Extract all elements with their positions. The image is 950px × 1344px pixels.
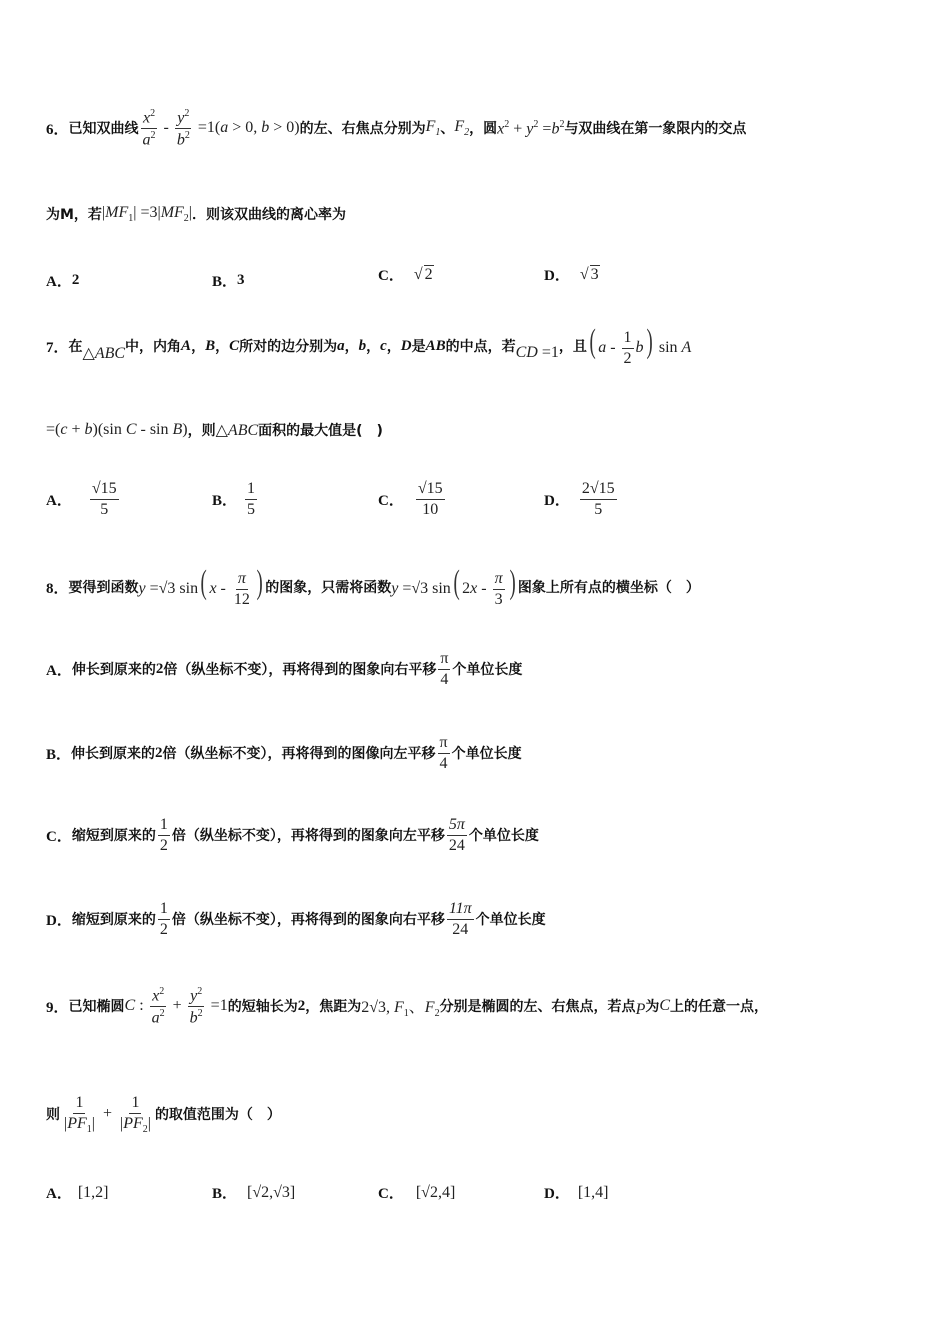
q7-line-2: =(c + b)(sin C - sin B) ，则 △ABC 面积的最大值是( ) bbox=[46, 421, 383, 439]
q9-option-d[interactable]: D． [1,4] bbox=[544, 1183, 609, 1202]
q7-option-a[interactable]: A． $\frac{√15}{5}$ bbox=[46, 480, 117, 518]
q7-option-b[interactable]: B． $\frac{1}{5}$ bbox=[212, 480, 256, 518]
q9-option-a[interactable]: A． [1,2] bbox=[46, 1183, 109, 1202]
q8-source-function: y =√3 sin( 2x - $\frac{\pi}{3}$ ) bbox=[391, 564, 516, 608]
q7-equation-part-1: ( a - $\frac{1}{2}$ b) sin A bbox=[589, 323, 692, 367]
q7-option-c[interactable]: C． $\frac{√15}{10}$ bbox=[378, 480, 443, 518]
q7-option-d[interactable]: D． $\frac{2√15}{5}$ bbox=[544, 480, 615, 518]
q6-number: 6． bbox=[46, 121, 69, 138]
q6-circle-equation: $x^2 + y^2 =b^2$ bbox=[497, 118, 565, 138]
q7-cd-condition: CD =1 bbox=[515, 344, 559, 362]
q8-line-1: 8． 要得到函数 y =√3 sin( x - $\frac{\pi}{12}$ ) 的图象，只需将函数 y =√3 sin( 2x - $\frac{\pi}{3}$ ) 图象上所有点的横坐标（ ） bbox=[46, 564, 700, 608]
q8-target-function: y =√3 sin( x - $\frac{\pi}{12}$ ) bbox=[138, 564, 263, 608]
q6-option-c[interactable]: C． √ 2 bbox=[378, 266, 433, 284]
q6-line-2: 为M，若 $|MF_1| =3|MF_2|$ ．则该双曲线的离心率为 bbox=[46, 204, 346, 225]
q6-line-1: 6． 已知双曲线 $\frac{x^2}{a^2}$ - $\frac{y^2}{b^2}$ =1(a > 0, b > 0) 的左、右焦点分别为 $F_1$ 、 $F_2$ ，圆 $x^2 + y^2 =b^2$ 与双曲线在第一象限内的交点 bbox=[46, 108, 747, 149]
q9-option-b[interactable]: B． [√2,√3] bbox=[212, 1183, 296, 1202]
q8-option-c[interactable]: C． 缩短到原来的 $\frac{1}{2}$ 倍（纵坐标不变），再将得到的图象向左平移 $\frac{5\pi}{24}$ 个单位长度 bbox=[46, 816, 539, 854]
q8-number: 8． bbox=[46, 580, 69, 597]
q8-option-a[interactable]: A． 伸长到原来的 2 倍（纵坐标不变），再将得到的图象向右平移 $\frac{\pi}{4}$ 个单位长度 bbox=[46, 650, 523, 688]
q9-option-c[interactable]: C． [√2,4] bbox=[378, 1183, 456, 1202]
q6-option-a[interactable]: A． 2 bbox=[46, 272, 80, 290]
q8-option-d[interactable]: D． 缩短到原来的 $\frac{1}{2}$ 倍（纵坐标不变），再将得到的图象向右平移 $\frac{11\pi}{24}$ 个单位长度 bbox=[46, 900, 546, 938]
q9-line-2: 则 $\frac{1}{|PF_1|}$ + $\frac{1}{|PF_2|}$ 的取值范围为（ ） bbox=[46, 1094, 281, 1135]
q6-option-b[interactable]: B． 3 bbox=[212, 272, 245, 290]
q6-condition: $|MF_1| =3|MF_2|$ bbox=[101, 204, 192, 225]
q7-line-1: 7． 在 △ABC 中，内角 A ， B ， C 所对的边分别为 a ， b ， c ， D 是 AB 的中点，若 CD =1 ，且 ( a - $\frac{1}{2}$ b) sin A bbox=[46, 323, 692, 367]
q6-hyperbola-equation: $\frac{x^2}{a^2}$ - $\frac{y^2}{b^2}$ =1(a > 0, b > 0) bbox=[142, 108, 300, 149]
q9-ellipse-equation: C : $\frac{x^2}{a^2}$ + $\frac{y^2}{b^2}$ =1 bbox=[124, 986, 228, 1027]
q8-option-b[interactable]: B． 伸长到原来的 2 倍（纵坐标不变），再将得到的图像向左平移 $\frac{\pi}{4}$ 个单位长度 bbox=[46, 734, 522, 772]
q9-expression: $\frac{1}{|PF_1|}$ + $\frac{1}{|PF_2|}$ bbox=[64, 1094, 151, 1135]
q7-number: 7． bbox=[46, 339, 69, 356]
q9-number: 9． bbox=[46, 999, 69, 1016]
q6-option-d[interactable]: D． √ 3 bbox=[544, 266, 599, 284]
q7-equation-part-2: =(c + b)(sin C - sin B) bbox=[46, 421, 188, 438]
q9-line-1: 9． 已知椭圆 C : $\frac{x^2}{a^2}$ + $\frac{y^2}{b^2}$ =1 的短轴长为 2 ，焦距为 2√3, $F_1$、$F_2$ 分别是椭圆的左、右焦点，若点 P 为 C 上的任意一点， bbox=[46, 986, 769, 1027]
